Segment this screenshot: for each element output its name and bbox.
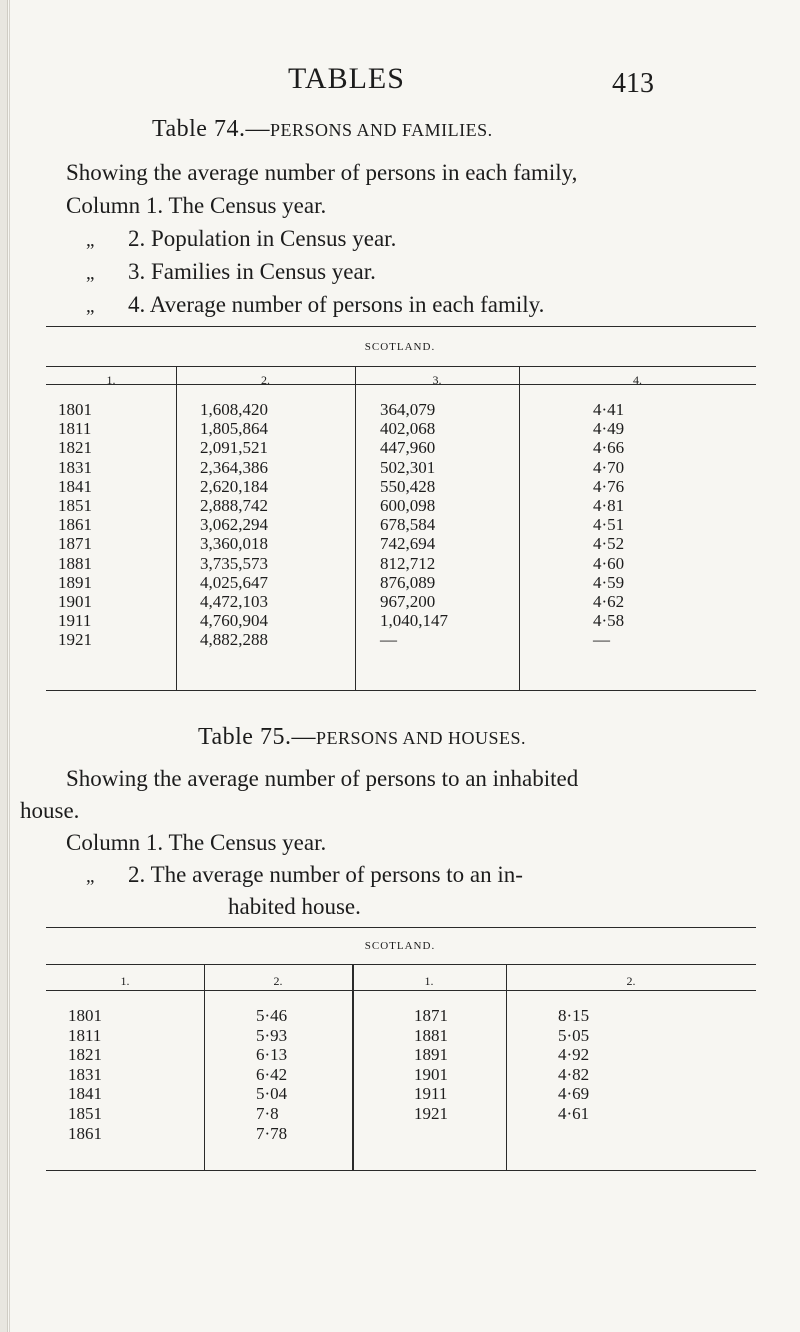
table74-cell: 967,200 [380, 592, 436, 611]
table74-cell: 1,805,864 [200, 419, 268, 439]
table74-cell: 550,428 [380, 476, 436, 496]
table74-cell: 364,079 [380, 400, 436, 419]
table74-cell: 1821 [58, 438, 92, 458]
table74-cell: 1851 [58, 496, 92, 515]
column-note-num: 1. [145, 193, 164, 218]
table75-column-note-1 [66, 830, 326, 856]
table74-cell: 447,960 [380, 438, 436, 458]
rule [46, 366, 756, 367]
table74-cell: 2,888,742 [200, 496, 268, 515]
column-note-num: 1. [145, 830, 164, 855]
table74-cell: 4·76 [593, 476, 625, 496]
table74-cell: 876,089 [380, 572, 436, 592]
column-note-num: 4. [128, 292, 146, 317]
table74-cell: 3,360,018 [200, 534, 268, 554]
table75-cell: 1891 [414, 1045, 448, 1065]
page-number: 413 [612, 68, 654, 99]
rule [46, 690, 756, 691]
table75-cell: 1811 [68, 1025, 102, 1045]
table74-cell: 1881 [58, 553, 92, 573]
table75-cell: 4·69 [558, 1084, 590, 1104]
table74-cell: 3,735,573 [200, 553, 268, 573]
table74-cell: 4,025,647 [200, 572, 268, 592]
table74-title-main: PERSONS AND FAMILIES. [269, 120, 493, 140]
rule [46, 964, 756, 965]
table74-cell: 4,472,103 [200, 592, 268, 611]
column-header: 3. [432, 373, 442, 387]
table74-column-note-3 [86, 259, 376, 285]
table75-cell: 4·92 [558, 1045, 590, 1065]
table75-description-line1: Showing the average number of persons to an inhabited [66, 766, 579, 791]
column-note-text: The Census year. [168, 830, 327, 855]
table75-cell: 4·82 [558, 1064, 590, 1084]
table74-cell: 4·49 [593, 419, 625, 439]
table75-cell: 5·04 [256, 1084, 288, 1104]
column-intro: Column [66, 193, 141, 218]
table74-cell: 1901 [58, 592, 92, 611]
table74-cell: 2,091,521 [200, 438, 268, 458]
column-header: 1. [424, 974, 434, 988]
page-edge-line [9, 0, 10, 1332]
table74-cell: 1,608,420 [200, 400, 268, 419]
table74-cell: 1,040,147 [380, 611, 448, 631]
table74-cell: 1801 [58, 400, 92, 419]
running-title: TABLES [288, 62, 405, 95]
table75-cell: 1871 [414, 1006, 448, 1025]
table74-cell: — [593, 630, 610, 650]
rule [46, 326, 756, 327]
column-divider [176, 366, 177, 690]
table75-cell: 7·78 [256, 1123, 288, 1143]
table74-cell: 1871 [58, 534, 92, 554]
table75-cell: 5·46 [256, 1006, 288, 1025]
table75-cell: 1921 [414, 1104, 448, 1123]
table74-cell: 3,062,294 [200, 515, 268, 535]
column-divider [204, 964, 205, 1170]
table74-cell: 2,620,184 [200, 476, 268, 496]
header-rule [46, 384, 756, 385]
ditto-mark: „ [86, 263, 95, 284]
table75-cell: 1901 [414, 1064, 448, 1084]
table75-title [198, 724, 526, 751]
table74-cell: 4·70 [593, 457, 625, 477]
table74-cell: 600,098 [380, 496, 436, 515]
table75-region [0, 938, 800, 954]
column-header: 1. [120, 974, 130, 988]
column-note-text: The average number of persons to an in- [150, 862, 523, 887]
table75-cell: 5·05 [558, 1025, 590, 1045]
table75-cell: 7·8 [256, 1104, 279, 1123]
column-note-text: Population in Census year. [151, 226, 397, 251]
table75-column-note-continuation: habited house. [228, 894, 361, 919]
table74-cell: — [380, 630, 397, 650]
column-header: 1. [106, 373, 116, 387]
table75-cell: 1801 [68, 1006, 102, 1025]
table74-cell: 2,364,386 [200, 457, 268, 477]
table75-cell: 1861 [68, 1123, 102, 1143]
table74-cell: 1831 [58, 457, 92, 477]
column-header: 2. [273, 974, 283, 988]
table74-cell: 1911 [58, 611, 92, 631]
table74-cell: 1861 [58, 515, 92, 535]
table74-description: Showing the average number of persons in each family, [66, 160, 578, 185]
table74-cell: 742,694 [380, 534, 436, 554]
column-header: 4. [633, 373, 642, 387]
column-intro: Column [66, 830, 141, 855]
column-divider [352, 964, 354, 1170]
table75-cell: 4·61 [558, 1104, 590, 1123]
column-divider [355, 366, 356, 690]
table74-title-prefix: Table 74.— [152, 116, 270, 142]
page-edge [0, 0, 8, 1332]
table74-cell: 1811 [58, 419, 92, 439]
table74-region [0, 339, 800, 355]
table74-cell: 4·52 [593, 534, 625, 554]
table74-cell: 1841 [58, 476, 92, 496]
column-header: 2. [626, 974, 636, 988]
region-label: SCOTLAND. [364, 341, 436, 353]
table74-cell: 4,760,904 [200, 611, 268, 631]
column-divider [519, 366, 520, 690]
table74-cell: 4·58 [593, 611, 625, 631]
ditto-mark: „ [86, 230, 95, 251]
table74-cell: 4·66 [593, 438, 625, 458]
ditto-mark: „ [86, 296, 95, 317]
table75-cell: 6·42 [256, 1064, 288, 1084]
column-note-num: 3. [128, 259, 146, 284]
table75-column-note-2 [86, 862, 523, 888]
table74-cell: 1891 [58, 572, 92, 592]
table74-column-note-4 [86, 292, 544, 318]
rule [46, 927, 756, 928]
column-note-text: Families in Census year. [151, 259, 376, 284]
column-divider [506, 964, 507, 1170]
table74-cell: 4·51 [593, 515, 625, 535]
table75-cell: 1911 [414, 1084, 448, 1104]
table75-title-prefix: Table 75.— [198, 724, 316, 750]
table74-cell: 4·41 [593, 400, 625, 419]
table74-cell: 4·62 [593, 592, 625, 611]
table74-column-note-1 [66, 193, 326, 219]
table75-cell: 6·13 [256, 1045, 288, 1065]
table75-cell: 5·93 [256, 1025, 288, 1045]
table74-cell: 4,882,288 [200, 630, 268, 650]
table74-cell: 1921 [58, 630, 92, 650]
table75-title-main: PERSONS AND HOUSES. [315, 728, 527, 748]
column-note-num: 2. [128, 862, 146, 887]
table74-cell: 402,068 [380, 419, 436, 439]
table75-cell: 1851 [68, 1104, 102, 1123]
table74-cell: 812,712 [380, 553, 436, 573]
table74-cell: 678,584 [380, 515, 436, 535]
column-note-text: Average number of persons in each family. [149, 292, 545, 317]
column-note-num: 2. [128, 226, 146, 251]
table75-cell: 1881 [414, 1025, 448, 1045]
table75-cell: 1821 [68, 1045, 102, 1065]
table74-cell: 4·60 [593, 553, 625, 573]
table75-cell: 8·15 [558, 1006, 590, 1025]
region-label: SCOTLAND. [364, 940, 436, 952]
table74-cell: 502,301 [380, 457, 436, 477]
table75-cell: 1831 [68, 1064, 102, 1084]
column-note-text: The Census year. [168, 193, 327, 218]
table75-cell: 1841 [68, 1084, 102, 1104]
header-rule [46, 990, 756, 991]
table75-description-line2: house. [20, 798, 80, 823]
ditto-mark: „ [86, 866, 95, 887]
table74-cell: 4·59 [593, 572, 625, 592]
table74-cell: 4·81 [593, 496, 625, 515]
column-header: 2. [261, 373, 270, 387]
table74-column-note-2 [86, 226, 396, 252]
rule [46, 1170, 756, 1171]
table74-title [152, 116, 493, 143]
